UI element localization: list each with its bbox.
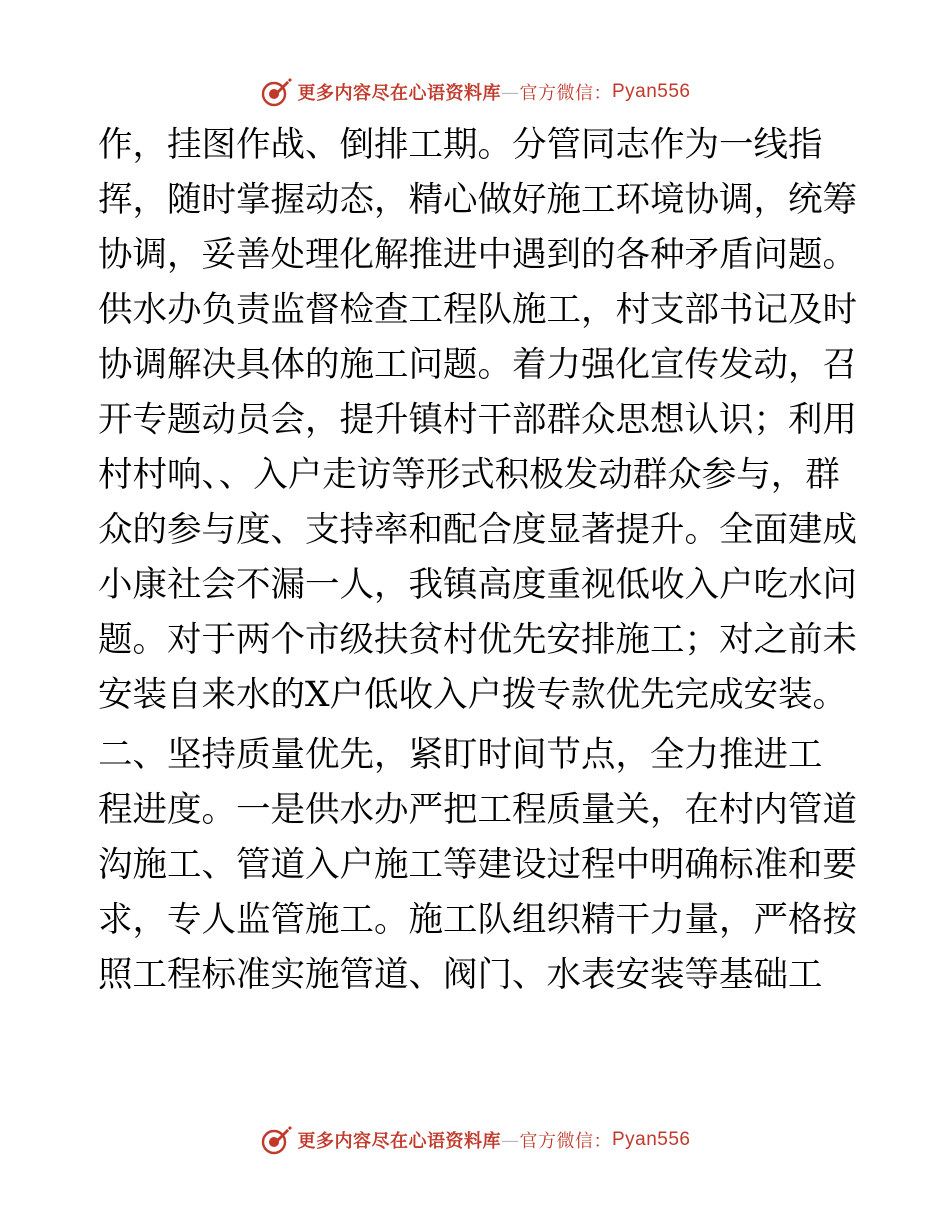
quill-pen-seal-icon bbox=[259, 1123, 293, 1157]
footer-brand-text: 更多内容尽在心语资料库 bbox=[297, 1131, 501, 1152]
footer-watermark-banner bbox=[0, 1120, 950, 1160]
header-brand-text: 更多内容尽在心语资料库 bbox=[297, 83, 501, 104]
footer-wechat-label: 官方微信： bbox=[519, 1131, 612, 1152]
body-line: 照工程标准实施管道、阀门、水表安装等基础工 bbox=[98, 955, 823, 995]
body-line: 众的参与度、支持率和配合度显著提升。全面建成 bbox=[98, 510, 857, 550]
body-line: 协调，妥善处理化解推进中遇到的各种矛盾问题。 bbox=[98, 235, 857, 275]
header-separator: — bbox=[500, 81, 520, 103]
body-line: 沟施工、管道入户施工等建设过程中明确标准和要 bbox=[98, 845, 857, 885]
body-line: 求，专人监管施工。施工队组织精干力量，严格按 bbox=[98, 900, 857, 940]
body-line: 作，挂图作战、倒排工期。分管同志作为一线指 bbox=[98, 125, 823, 165]
header-watermark-banner bbox=[0, 72, 950, 112]
body-line: 小康社会不漏一人，我镇高度重视低收入户吃水问 bbox=[98, 565, 857, 605]
section-heading-line: 二、坚持质量优先，紧盯时间节点，全力推进工 bbox=[98, 735, 823, 775]
body-line: 安装自来水的X户低收入户拨专款优先完成安装。 bbox=[98, 675, 848, 715]
body-line: 协调解决具体的施工问题。着力强化宣传发动，召 bbox=[98, 345, 857, 385]
footer-wechat-handle: Pyan556 bbox=[611, 1129, 691, 1150]
body-line: 开专题动员会，提升镇村干部群众思想认识；利用 bbox=[98, 400, 857, 440]
body-line: 供水办负责监督检查工程队施工，村支部书记及时 bbox=[98, 290, 857, 330]
header-wechat-handle: Pyan556 bbox=[611, 81, 691, 102]
quill-pen-seal-icon bbox=[259, 75, 293, 109]
header-wechat-label: 官方微信： bbox=[519, 83, 612, 104]
body-line: 挥，随时掌握动态，精心做好施工环境协调，统筹 bbox=[98, 180, 857, 220]
body-line: 程进度。一是供水办严把工程质量关，在村内管道 bbox=[98, 790, 857, 830]
footer-separator: — bbox=[500, 1129, 520, 1151]
body-line: 村村响、、入户走访等形式积极发动群众参与，群 bbox=[98, 455, 840, 495]
body-line: 题。对于两个市级扶贫村优先安排施工；对之前未 bbox=[98, 620, 857, 660]
